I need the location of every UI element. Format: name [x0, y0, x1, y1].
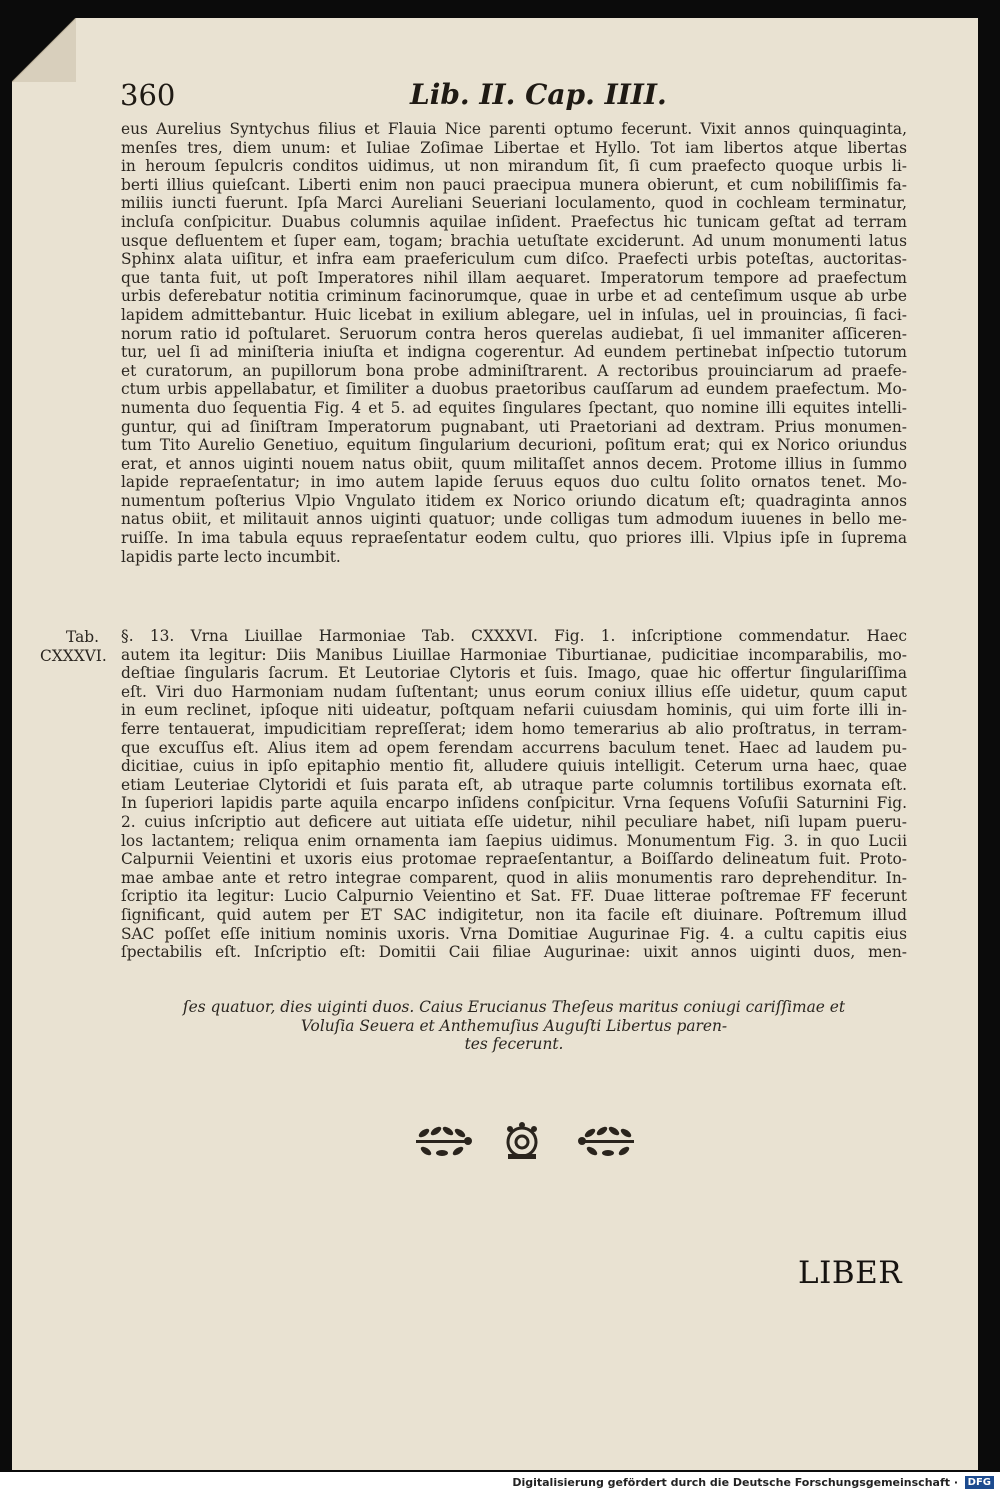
text-line: ruiſſe. In ima tabula equus repraeſentatur eodem cultu, quo priores illi. Vlpius ipſe in ſuprema — [121, 529, 907, 548]
text-line: norum ratio id poſtularet. Seruorum contra heros querelas audiebat, ſi uel immaniter aſſiceren- — [121, 324, 907, 343]
text-line: autem ita legitur: Diis Manibus Liuillae Harmoniae Tiburtianae, pudicitiae incomparabilis, mo- — [121, 645, 907, 664]
page-header — [120, 72, 910, 112]
text-line: lapidis parte lecto incumbit. — [121, 547, 341, 566]
text-line: numentum poſterius Vlpio Vngulato itidem ex Norico oriundo dicatum eſt; quadraginta annos — [121, 491, 907, 510]
text-line: lapide repraeſentatur; in imo autem lapide ſeruus equos duo cultu ſolito ornatos tenet. Mo- — [121, 473, 907, 492]
text-line: eſt. Viri duo Harmoniam nudam ſuſtentant; unus eorum coniux illius eſſe uidetur, quum caput — [121, 682, 907, 701]
folded-corner — [12, 18, 78, 84]
text-line: ctum urbis appellabatur, et ſimiliter a duobus praetoribus cauſſarum ad eundem praefectum. Mo- — [121, 380, 907, 399]
text-line: ferre tentauerat, impudicitiam repreſſerat; idem homo temerarius ab alio proſtratus, in terram- — [121, 719, 907, 738]
paragraph-1 — [121, 120, 907, 566]
text-line: que tanta fuit, ut poſt Imperatores nihil illam aequaret. Imperatorum tempore ad praefectum — [121, 268, 907, 287]
text-line: mae ambae ante et retro integrae comparent, quod in aliis monumentis raro deprehenditur. In- — [121, 868, 907, 887]
text-line: ſes quatuor, dies uiginti duos. Caius Erucianus Theſeus maritus coniugi cariſſimae et — [182, 998, 846, 1016]
text-line: usque defluentem et ſuper eam, togam; brachia uetuſtate exciderunt. Ad unum monumenti latus — [121, 231, 907, 250]
text-line: natus obiit, et militauit annos uiginti quatuor; unde colligas tum admodum iuuenes in bello me- — [121, 510, 907, 529]
running-head: Lib. II. Cap. IIII. — [410, 78, 667, 111]
text-line: In ſuperiori lapidis parte aquila encarpo inſidens conſpicitur. Vrna ſequens Voſuſii Saturnini Fig. — [121, 794, 907, 813]
text-line: los lactantem; reliqua enim ornamenta iam ſaepius uidimus. Monumentum Fig. 3. in quo Lucii — [121, 831, 907, 850]
text-line: 2. cuius inſcriptio aut deficere aut uitiata eſſe uidetur, nihil peculiare habet, niſi lupam pueru- — [121, 812, 907, 831]
text-line: erat, et annos uiginti nouem natus obiit, quum militaſſet annos decem. Protome illius in ſummo — [121, 454, 907, 473]
text-line: etiam Leuteriae Clytoridi et ſuis parata eſt, ab utraque parte columnis tortilibus exornata eſt. — [121, 775, 907, 794]
text-line: menſes tres, diem unum: et Iuliae Zoſimae Libertae et Hyllo. Tot iam libertos atque libertas — [121, 138, 907, 157]
catchword: LIBER — [798, 1255, 903, 1291]
text-line: §. 13. Vrna Liuillae Harmoniae Tab. CXXXVI. Fig. 1. inſcriptione commendatur. Haec — [121, 627, 907, 645]
text-line: Voluſia Seuera et Anthemuſius Auguſti Libertus paren- — [300, 1016, 728, 1035]
text-line: tes fecerunt. — [464, 1035, 564, 1054]
text-line: ſpectabilis eſt. Inſcriptio eſt: Domitii Caii filiae Augurinae: uixit annos uiginti duos, men- — [121, 943, 907, 962]
text-line: in heroum ſepulcris conditos uidimus, ut non mirandum ſit, ſi cum praefecto quoque urbis li- — [121, 157, 907, 176]
text-line: que excuſſus eſt. Alius item ad opem ferendam accurrens baculum tenet. Haec ad laudem pu- — [121, 738, 907, 757]
text-line: tur, uel ſi ad miniſteria iniuſta et indigna cogerentur. Ad eundem pertinebat inſpectio tutorum — [121, 343, 907, 362]
text-line: Sphinx alata uiſitur, et infra eam praefericulum cum diſco. Praefecti urbis poteſtas, auctoritas- — [121, 250, 907, 269]
text-line: SAC poſſet eſſe initium nominis uxoris. Vrna Domitiae Augurinae Fig. 4. a cultu capitis eius — [121, 924, 907, 943]
text-line: deſtiae ſingularis ſacrum. Et Leutoriae Clytoris et ſuis. Imago, quae hic offertur ſingulariſſima — [121, 664, 907, 683]
text-line: guntur, qui ad ſiniſtram Imperatorum pugnabant, uti Praetoriani ad dextram. Prius monumen- — [121, 417, 907, 436]
crown-ornament — [500, 1120, 544, 1164]
text-line: numenta duo ſequentia Fig. 4 et 5. ad equites ſingulares ſpectant, quo nomine illi equites intelli- — [121, 398, 907, 417]
paragraph-2 — [121, 627, 907, 962]
leaf-spray-ornament — [578, 1120, 638, 1164]
text-line: urbis deferebatur notitia criminum facinorumque, quae in urbe et ad centeſimum usque ab urbe — [121, 287, 907, 306]
text-line: tum Tito Aurelio Genetiuo, equitum ſingularium decurioni, poſitum erat; qui ex Norico oriundus — [121, 436, 907, 455]
text-line: Calpurnii Veientini et uxoris eius protomae repraeſentantur, a Boiſſardo delineatum fuit. Proto- — [121, 850, 907, 869]
leaf-spray-ornament — [412, 1120, 472, 1164]
text-line: eus Aurelius Syntychus filius et Flauia Nice parenti optumo fecerunt. Vixit annos quinquaginta, — [121, 120, 907, 138]
text-line: et curatorum, an pupillorum bona probe adminiſtrarent. A rectoribus prouinciarum ad praefe- — [121, 361, 907, 380]
text-line: miliis iuncti fuerunt. Ipſa Marci Aureliani Seueriani loculamento, quod in cochleam terminatur, — [121, 194, 907, 213]
text-line: lapidem admittebantur. Huic licebat in exilium ablegare, uel in inſulas, uel in prouincias, ſi faci- — [121, 305, 907, 324]
footer-bar — [0, 1472, 1000, 1497]
text-line: ſcriptio ita legitur: Lucio Calpurnio Veientino et Sat. FF. Duae litterae poſtremae FF fecerunt — [121, 887, 907, 906]
page-number: 360 — [120, 78, 176, 112]
margin-note — [40, 628, 107, 665]
margin-line: CXXXVI. — [40, 646, 107, 665]
text-line: ſignificant, quid autem per ET SAC indigitetur, non ita facile eſt diuinare. Poſtremum illud — [121, 905, 907, 924]
text-line: berti illius quieſcant. Liberti enim non pauci praecipua munera obierunt, et cum nobiliſſimis fa- — [121, 175, 907, 194]
text-line: dicitiae, cuius in ipſo epitaphio mentio fit, alludere quiuis intelligit. Ceterum urna haec, quae — [121, 757, 907, 776]
closing-inscription — [121, 998, 907, 1054]
dfg-logo: DFG — [965, 1476, 994, 1489]
margin-line: Tab. — [66, 628, 99, 646]
text-line: incluſa conſpicitur. Duabus columnis aquilae inſident. Praefectus hic tunicam geſtat ad terram — [121, 212, 907, 231]
footer-credit: Digitalisierung gefördert durch die Deutsche Forschungsgemeinschaft · — [512, 1476, 958, 1489]
text-line: in eum reclinet, ipſoque niti uideatur, poſtquam nefarii cuiusdam hominis, qui uim forte illi in- — [121, 701, 907, 720]
